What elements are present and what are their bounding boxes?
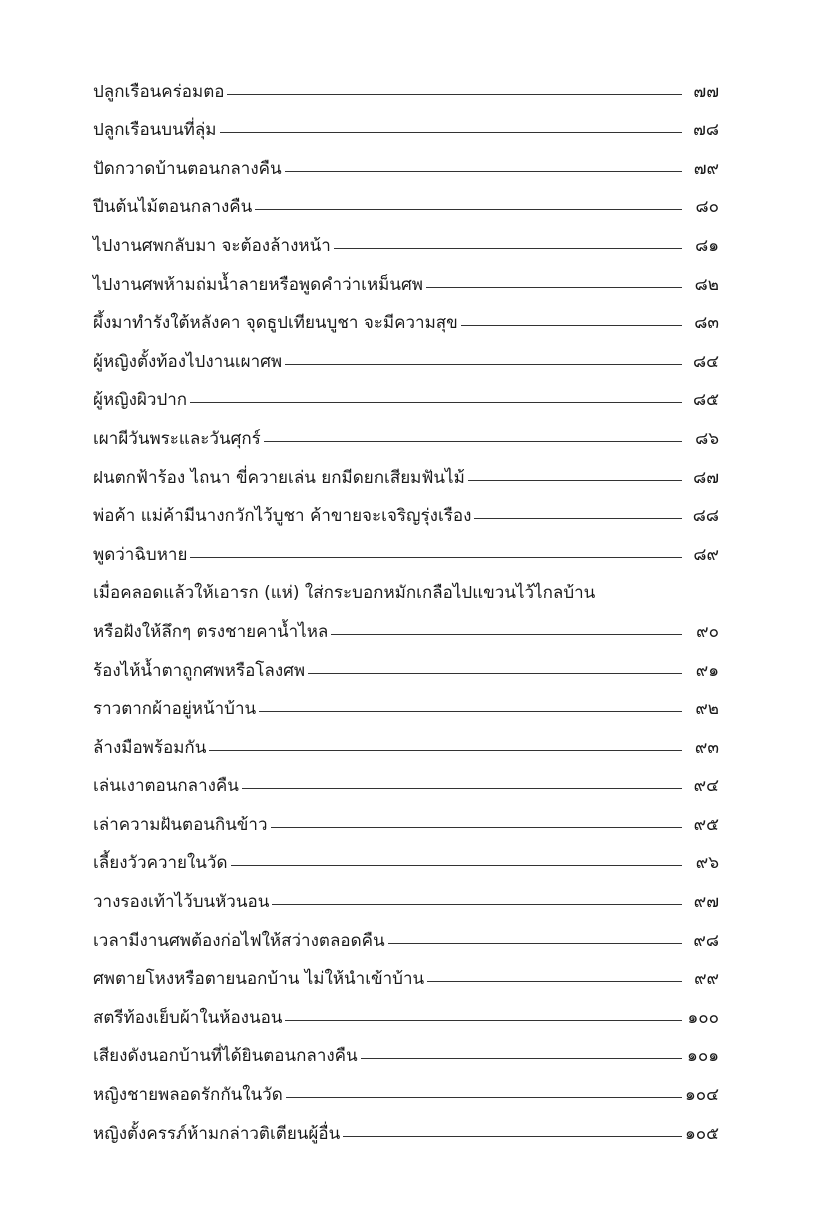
toc-leader-line: [426, 287, 682, 288]
toc-leader-line: [343, 1136, 682, 1137]
toc-leader-line: [474, 518, 682, 519]
toc-entry-page-number: ๑๐๐: [687, 1007, 719, 1028]
toc-entry-page-number: ๙๙: [694, 969, 719, 990]
toc-entry: [93, 1035, 719, 1074]
toc-entry-title: วางรองเท้าไว้บนหัวนอน: [93, 892, 270, 913]
toc-entry: [93, 842, 719, 881]
toc-entry: [93, 649, 719, 688]
toc-entry: [93, 533, 719, 572]
toc-leader-line: [190, 402, 682, 403]
toc-entry-title: พูดว่าฉิบหาย: [93, 544, 188, 565]
toc-entry-title: หรือฝังให้ลึกๆ ตรงชายคาน้ำไหล: [93, 621, 329, 642]
toc-entry-page-number: ๘๖: [695, 428, 719, 449]
toc-entry-page-number: ๑๐๔: [684, 1085, 719, 1106]
toc-leader-line: [308, 673, 682, 674]
toc-entry: [93, 1073, 719, 1112]
toc-entry: [93, 109, 719, 148]
toc-entry-title: สตรีท้องเย็บผ้าในห้องนอน: [93, 1007, 283, 1028]
toc-entry-title: ปัดกวาดบ้านตอนกลางคืน: [93, 158, 282, 179]
toc-entry: [93, 880, 719, 919]
toc-entry-page-number: ๑๐๕: [684, 1123, 719, 1144]
toc-entry: [93, 803, 719, 842]
toc-entry-title: เผาผีวันพระและวันศุกร์: [93, 428, 261, 449]
toc-entry-title: พ่อค้า แม่ค้ามีนางกวักไว้บูชา ค้าขายจะเจริญรุ่งเรือง: [93, 506, 472, 527]
toc-entry-page-number: ๘๙: [693, 544, 719, 565]
toc-entry-title: ฝนตกฟ้าร้อง ไถนา ขี่ควายเล่น ยกมีดยกเสียมฟันไม้: [93, 467, 465, 488]
toc-entry-title: หญิงชายพลอดรักกันในวัด: [93, 1085, 283, 1106]
toc-entry: [93, 919, 719, 958]
toc-leader-line: [286, 1097, 682, 1098]
toc-entry-title: ราวตากผ้าอยู่หน้าบ้าน: [93, 699, 257, 720]
toc-entry: [93, 765, 719, 804]
toc-entry: [93, 688, 719, 727]
toc-entry: [93, 186, 719, 225]
toc-entry-page-number: ๘๔: [693, 351, 719, 372]
toc-entry: [93, 302, 719, 341]
toc-entry: [93, 495, 719, 534]
toc-entry-page-number: ๙๐: [696, 621, 719, 642]
toc-entry-page-number: ๗๙: [693, 158, 719, 179]
toc-leader-line: [264, 441, 682, 442]
toc-leader-line: [271, 827, 682, 828]
toc-entry-title: เสียงดังนอกบ้านที่ได้ยินตอนกลางคืน: [93, 1046, 358, 1067]
toc-leader-line: [334, 248, 682, 249]
toc-entry: [93, 70, 719, 109]
table-of-contents: [93, 70, 719, 1151]
toc-entry-title: ร้องไห้น้ำตาถูกศพหรือโลงศพ: [93, 660, 306, 681]
toc-entry-title: เล่นเงาตอนกลางคืน: [93, 776, 239, 797]
toc-entry-title: ปลูกเรือนคร่อมตอ: [93, 81, 225, 102]
toc-entry-page-number: ๗๘: [693, 120, 719, 141]
toc-entry-page-number: ๘๕: [693, 390, 719, 411]
toc-leader-line: [461, 325, 682, 326]
toc-entry-page-number: ๙๖: [695, 853, 719, 874]
toc-entry-page-number: ๗๗: [693, 81, 719, 102]
toc-entry: [93, 417, 719, 456]
toc-entry-title: เลี้ยงวัวควายในวัด: [93, 853, 228, 874]
toc-leader-line: [427, 981, 682, 982]
toc-entry-page-number: ๙๔: [693, 776, 719, 797]
toc-entry-page-number: ๙๑: [695, 660, 719, 681]
toc-entry-title: ผู้หญิงผิวปาก: [93, 390, 188, 411]
toc-leader-line: [361, 1058, 682, 1059]
toc-entry-page-number: ๙๕: [693, 814, 719, 835]
toc-leader-line: [388, 943, 682, 944]
toc-entry: [93, 340, 719, 379]
toc-leader-line: [220, 132, 682, 133]
toc-entry: [93, 610, 719, 649]
toc-entry-title: หญิงตั้งครรภ์ห้ามกล่าวติเตียนผู้อื่น: [93, 1123, 341, 1144]
toc-leader-line: [255, 209, 682, 210]
toc-entry-title: เวลามีงานศพต้องก่อไฟให้สว่างตลอดคืน: [93, 930, 385, 951]
toc-entry-title: ไปงานศพกลับมา จะต้องล้างหน้า: [93, 235, 331, 256]
toc-entry-title: เล่าความฝันตอนกินข้าว: [93, 814, 268, 835]
toc-entry-title: ปีนต้นไม้ตอนกลางคืน: [93, 197, 253, 218]
toc-entry: [93, 263, 719, 302]
toc-leader-line: [272, 904, 682, 905]
toc-entry-title: ล้างมือพร้อมกัน: [93, 737, 207, 758]
toc-entry: [93, 379, 719, 418]
toc-entry: [93, 224, 719, 263]
toc-entry: [93, 1112, 719, 1151]
toc-entry-page-number: ๙๓: [694, 737, 719, 758]
toc-entry-title: ไปงานศพห้ามถ่มน้ำลายหรือพูดคำว่าเหม็นศพ: [93, 274, 423, 295]
toc-entry-page-number: ๙๘: [693, 930, 719, 951]
toc-entry-page-number: ๑๐๑: [687, 1046, 719, 1067]
toc-entry-title: ผึ้งมาทำรังใต้หลังคา จุดธูปเทียนบูชา จะมีความสุข: [93, 313, 458, 334]
toc-leader-line: [285, 1020, 682, 1021]
toc-entry-title: ปลูกเรือนบนที่ลุ่ม: [93, 120, 217, 141]
toc-entry: [93, 147, 719, 186]
toc-entry-title: ผู้หญิงตั้งท้องไปงานเผาศพ: [93, 351, 283, 372]
toc-leader-line: [259, 711, 682, 712]
toc-leader-line: [190, 557, 682, 558]
toc-entry-title: เมื่อคลอดแล้วให้เอารก (แห่) ใส่กระบอกหมักเกลือไปแขวนไว้ไกลบ้าน: [93, 583, 596, 604]
toc-entry: [93, 456, 719, 495]
toc-entry-page-number: ๘๐: [695, 197, 719, 218]
toc-leader-line: [227, 94, 682, 95]
toc-entry-page-number: ๘๗: [693, 467, 719, 488]
toc-leader-line: [209, 750, 682, 751]
toc-entry: [93, 572, 719, 611]
toc-entry-page-number: ๘๑: [695, 235, 719, 256]
toc-leader-line: [285, 171, 682, 172]
toc-entry-title: ศพตายโหงหรือตายนอกบ้าน ไม่ให้นำเข้าบ้าน: [93, 969, 425, 990]
toc-leader-line: [231, 865, 682, 866]
toc-entry-page-number: ๘๘: [692, 506, 719, 527]
toc-leader-line: [242, 788, 682, 789]
toc-entry: [93, 726, 719, 765]
toc-leader-line: [331, 634, 682, 635]
toc-entry: [93, 958, 719, 997]
toc-entry-page-number: ๘๒: [694, 274, 719, 295]
toc-entry-page-number: ๙๗: [693, 892, 719, 913]
toc-entry-page-number: ๘๓: [694, 313, 719, 334]
toc-entry: [93, 996, 719, 1035]
toc-leader-line: [285, 364, 682, 365]
toc-leader-line: [468, 480, 682, 481]
toc-entry-page-number: ๙๒: [695, 699, 719, 720]
